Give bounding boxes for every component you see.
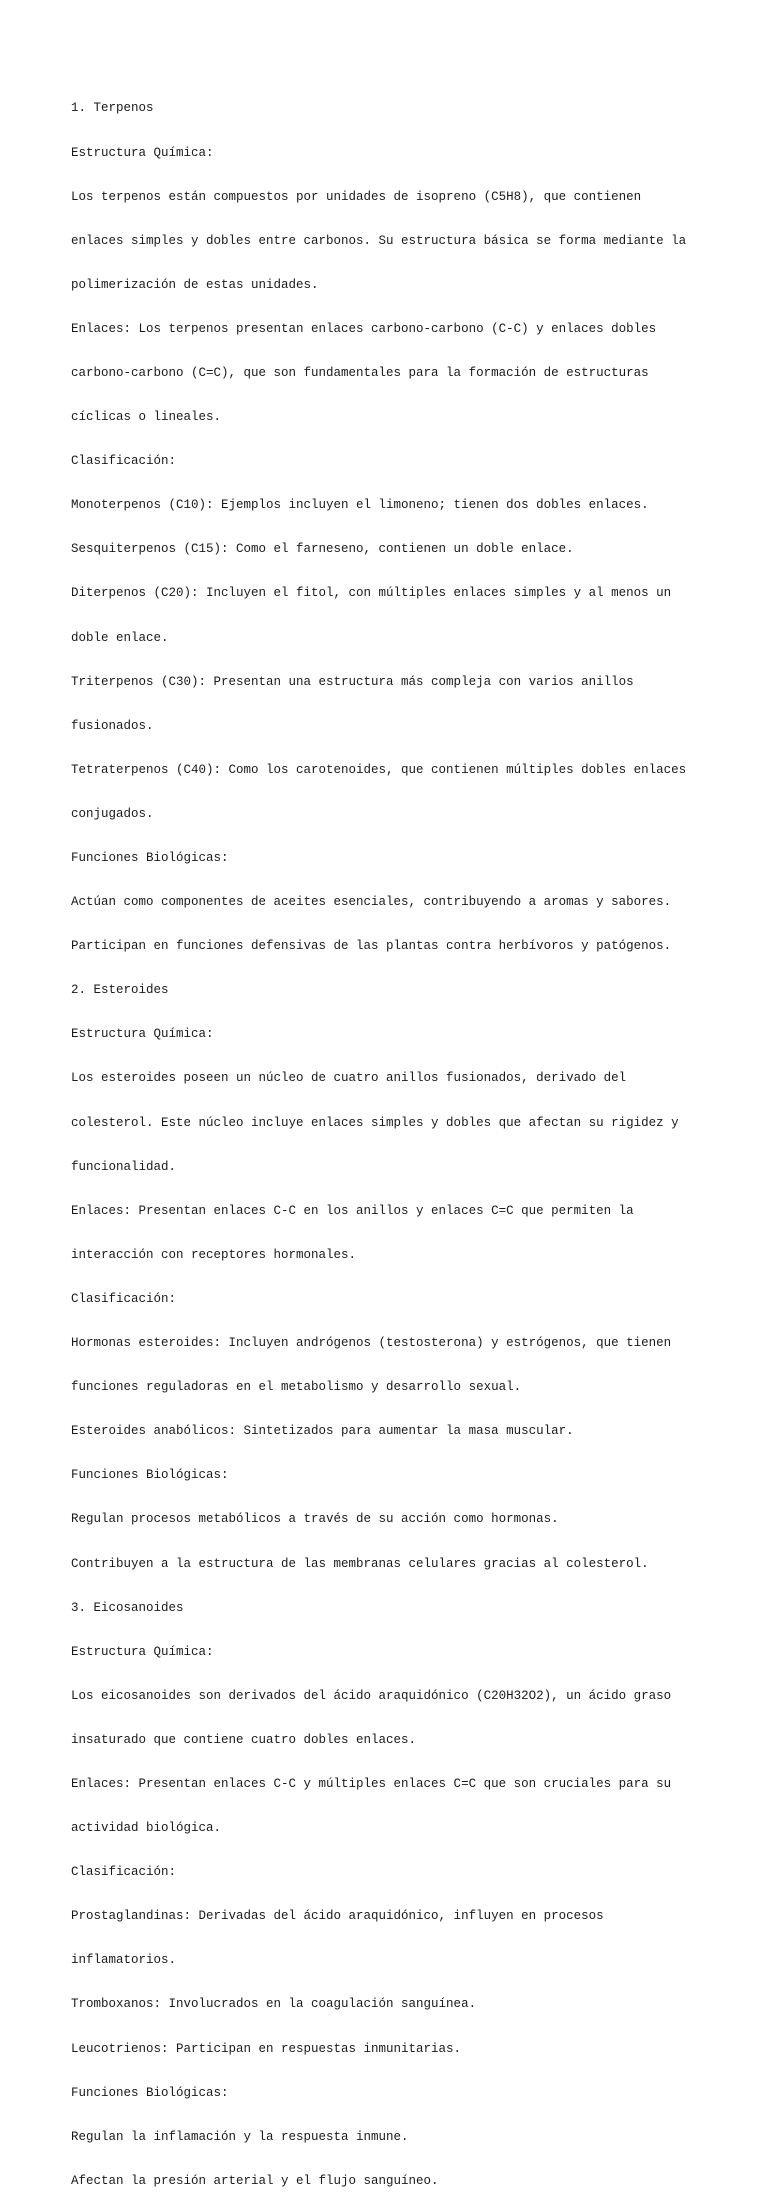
text-line: Funciones Biológicas: bbox=[71, 2085, 229, 2100]
text-line: Enlaces: Los terpenos presentan enlaces carbono-carbono (C-C) y enlaces dobles bbox=[71, 321, 657, 336]
text-line: funciones reguladoras en el metabolismo y desarrollo sexual. bbox=[71, 1380, 522, 1395]
text-line: Sesquiterpenos (C15): Como el farneseno, contienen un doble enlace. bbox=[71, 542, 574, 557]
text-line: Clasificación: bbox=[71, 1865, 177, 1880]
text-line: conjugados. bbox=[71, 806, 154, 821]
text-line: 1. Terpenos bbox=[71, 101, 154, 116]
text-line: Triterpenos (C30): Presentan una estructura más compleja con varios anillos bbox=[71, 674, 634, 689]
text-line: inflamatorios. bbox=[71, 1953, 177, 1968]
text-line: Hormonas esteroides: Incluyen andrógenos (testosterona) y estrógenos, que tienen bbox=[71, 1336, 672, 1351]
text-line: Funciones Biológicas: bbox=[71, 1468, 229, 1483]
text-line: Regulan procesos metabólicos a través de su acción como hormonas. bbox=[71, 1512, 559, 1527]
text-line: Prostaglandinas: Derivadas del ácido araquidónico, influyen en procesos bbox=[71, 1909, 604, 1924]
text-line: Estructura Química: bbox=[71, 145, 214, 160]
text-line: interacción con receptores hormonales. bbox=[71, 1247, 357, 1262]
text-line: carbono-carbono (C=C), que son fundamentales para la formación de estructuras bbox=[71, 365, 649, 380]
text-line: funcionalidad. bbox=[71, 1159, 177, 1174]
text-line: Funciones Biológicas: bbox=[71, 851, 229, 865]
text-line: cíclicas o lineales. bbox=[71, 410, 222, 425]
text-line: fusionados. bbox=[71, 718, 154, 733]
text-line: doble enlace. bbox=[71, 630, 169, 645]
text-line: Monoterpenos (C10): Ejemplos incluyen el limoneno; tienen dos dobles enlaces. bbox=[71, 498, 649, 513]
text-line: Estructura Química: bbox=[71, 1644, 214, 1659]
text-line: insaturado que contiene cuatro dobles enlaces. bbox=[71, 1732, 417, 1747]
text-line: Diterpenos (C20): Incluyen el fitol, con múltiples enlaces simples y al menos un bbox=[71, 586, 672, 601]
text-line: Leucotrienos: Participan en respuestas inmunitarias. bbox=[71, 2041, 462, 2056]
text-line: 2. Esteroides bbox=[71, 983, 169, 998]
text-line: Los eicosanoides son derivados del ácido araquidónico (C20H32O2), un ácido graso bbox=[71, 1688, 672, 1703]
text-line: Clasificación: bbox=[71, 454, 177, 469]
text-line: polimerización de estas unidades. bbox=[71, 277, 319, 292]
text-line: Los terpenos están compuestos por unidades de isopreno (C5H8), que contienen bbox=[71, 189, 642, 204]
text-line: Contribuyen a la estructura de las membranas celulares gracias al colesterol. bbox=[71, 1556, 649, 1571]
text-line: Enlaces: Presentan enlaces C-C en los anillos y enlaces C=C que permiten la bbox=[71, 1203, 634, 1218]
text-line: Los esteroides poseen un núcleo de cuatro anillos fusionados, derivado del bbox=[71, 1071, 627, 1086]
text-line: colesterol. Este núcleo incluye enlaces simples y dobles que afectan su rigidez y bbox=[71, 1115, 679, 1130]
text-line: Tromboxanos: Involucrados en la coagulación sanguínea. bbox=[71, 1997, 477, 2012]
text-line: actividad biológica. bbox=[71, 1821, 222, 1836]
text-line: Regulan la inflamación y la respuesta inmune. bbox=[71, 2129, 409, 2144]
document-body bbox=[71, 72, 761, 2203]
text-line: Estructura Química: bbox=[71, 1027, 214, 1042]
text-line: Clasificación: bbox=[71, 1291, 177, 1306]
text-line: Esteroides anabólicos: Sintetizados para aumentar la masa muscular. bbox=[71, 1424, 574, 1439]
text-line: 3. Eicosanoides bbox=[71, 1600, 184, 1615]
text-line: Actúan como componentes de aceites esenciales, contribuyendo a aromas y sabores. bbox=[71, 895, 672, 910]
text-line: Tetraterpenos (C40): Como los carotenoides, que contienen múltiples dobles enlaces bbox=[71, 762, 687, 777]
text-line: Afectan la presión arterial y el flujo sanguíneo. bbox=[71, 2173, 439, 2188]
text-line: Enlaces: Presentan enlaces C-C y múltiples enlaces C=C que son cruciales para su bbox=[71, 1776, 672, 1791]
text-line: Participan en funciones defensivas de las plantas contra herbívoros y patógenos. bbox=[71, 939, 672, 954]
text-line: enlaces simples y dobles entre carbonos. Su estructura básica se forma mediante la bbox=[71, 233, 687, 248]
